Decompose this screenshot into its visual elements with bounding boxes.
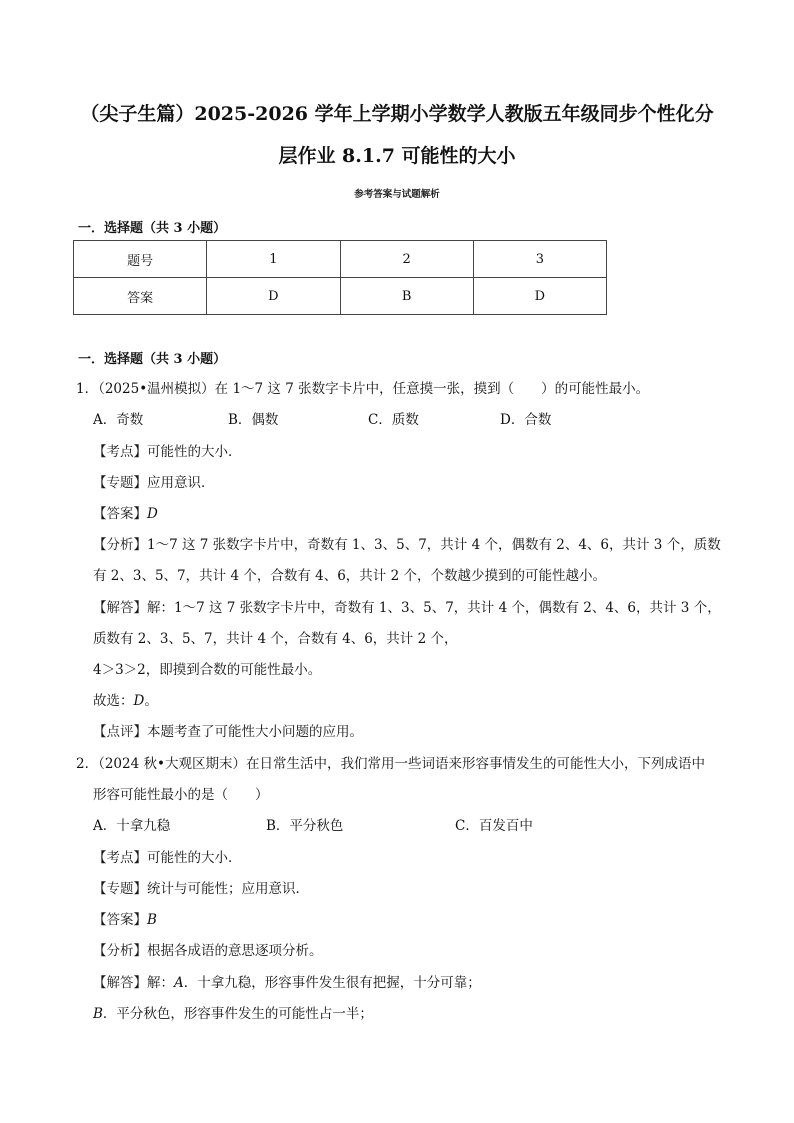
zhuanti-text: 应用意识． xyxy=(147,475,215,491)
question-1-solution-line3: 4＞3＞2，即摸到合数的可能性最小。 xyxy=(93,662,322,678)
fenxi-text: 1～7 这 7 张数字卡片中，奇数有 1、3、5、7，共计 4 个，偶数有 2、4、6，共计 3 个，质数 xyxy=(147,537,721,553)
question-2-stem-line1: 2．（2024 秋•大观区期末）在日常生活中，我们常用一些词语来形容事情发生的可能性大小，下列成语中 xyxy=(76,756,705,772)
daan-text: D xyxy=(147,506,158,522)
document-title-line2: 层作业 8.1.7 可能性的大小 xyxy=(278,145,516,167)
table-cell: D xyxy=(207,278,340,315)
table-cell: 2 xyxy=(340,241,473,278)
daan-text: B xyxy=(147,912,157,928)
question-2-option-b: B．平分秋色 xyxy=(266,818,344,834)
section-heading-answers: 一．选择题（共 3 小题） xyxy=(78,221,227,236)
document-subtitle: 参考答案与试题解析 xyxy=(354,189,440,200)
question-1-solution-line4 xyxy=(93,691,158,711)
table-header-cell: 答案 xyxy=(74,278,207,315)
fenxi-tag: 【分析】 xyxy=(93,943,147,959)
kaodian-text: 可能性的大小． xyxy=(147,444,242,460)
document-title-line1: （尖子生篇）2025-2026 学年上学期小学数学人教版五年级同步个性化分 xyxy=(80,103,714,125)
kaodian-text: 可能性的大小． xyxy=(147,850,242,866)
table-row xyxy=(74,278,607,315)
question-1-kaodian xyxy=(93,442,242,462)
table-header-cell: 题号 xyxy=(74,241,207,278)
question-1-answer xyxy=(93,504,158,524)
question-2-kaodian xyxy=(93,848,242,868)
question-1-solution-line1 xyxy=(93,598,721,618)
fenxi-tag: 【分析】 xyxy=(93,537,147,553)
table-cell: D xyxy=(473,278,606,315)
choice-prefix: 故选： xyxy=(93,693,134,709)
jieda-tag: 【解答】 xyxy=(93,975,147,991)
question-2-analysis xyxy=(93,941,323,961)
zhuanti-tag: 【专题】 xyxy=(93,475,147,491)
question-2-stem-line2: 形容可能性最小的是（ ） xyxy=(93,787,269,803)
zhuanti-text: 统计与可能性；应用意识． xyxy=(147,881,309,897)
section-heading-questions: 一．选择题（共 3 小题） xyxy=(78,352,227,367)
kaodian-tag: 【考点】 xyxy=(93,850,147,866)
question-2-option-c: C．百发百中 xyxy=(455,818,533,834)
answer-table xyxy=(73,240,607,315)
table-row xyxy=(74,241,607,278)
question-2-option-a: A．十拿九稳 xyxy=(93,818,171,834)
jieda-text: ．十拿九稳，形容事件发生很有把握，十分可靠； xyxy=(183,975,481,991)
choice-answer: D xyxy=(133,693,145,709)
question-2-solution-line1 xyxy=(93,973,481,993)
question-1-option-d: D．合数 xyxy=(500,412,552,428)
table-cell: 3 xyxy=(473,241,606,278)
dianping-tag: 【点评】 xyxy=(93,724,147,740)
question-2-zhuanti xyxy=(93,879,309,899)
question-1-zhuanti xyxy=(93,473,215,493)
option-letter: B xyxy=(93,1006,103,1022)
question-1-comment xyxy=(93,722,363,742)
zhuanti-tag: 【专题】 xyxy=(93,881,147,897)
table-cell: B xyxy=(340,278,473,315)
daan-tag: 【答案】 xyxy=(93,912,147,928)
question-1-stem: 1．（2025•温州模拟）在 1～7 这 7 张数字卡片中，任意摸一张，摸到（ ）的可能性最小。 xyxy=(76,381,650,397)
jieda-text: ．平分秋色，形容事件发生的可能性占一半； xyxy=(102,1006,373,1022)
dianping-text: 本题考查了可能性大小问题的应用。 xyxy=(147,724,363,740)
jieda-text: 解：1～7 这 7 张数字卡片中，奇数有 1、3、5、7，共计 4 个，偶数有 2、4、6，共计 3 个， xyxy=(147,600,721,616)
question-1-solution-line2: 质数有 2、3、5、7，共计 4 个，合数有 4、6，共计 2 个， xyxy=(93,631,458,647)
jieda-prefix: 解： xyxy=(147,975,174,991)
fenxi-text: 根据各成语的意思逐项分析。 xyxy=(147,943,323,959)
question-2-solution-line2 xyxy=(93,1004,373,1024)
question-1-option-c: C．质数 xyxy=(368,412,419,428)
daan-tag: 【答案】 xyxy=(93,506,147,522)
question-1-option-a: A．奇数 xyxy=(93,412,144,428)
question-1-option-b: B．偶数 xyxy=(228,412,279,428)
question-1-analysis-line2: 有 2、3、5、7，共计 4 个，合数有 4、6，共计 2 个，个数越少摸到的可能性越小。 xyxy=(93,568,606,584)
jieda-tag: 【解答】 xyxy=(93,600,147,616)
table-cell: 1 xyxy=(207,241,340,278)
option-letter: A xyxy=(174,975,184,991)
question-1-analysis-line1 xyxy=(93,535,721,555)
question-2-answer xyxy=(93,910,157,930)
choice-suffix: 。 xyxy=(144,693,158,709)
kaodian-tag: 【考点】 xyxy=(93,444,147,460)
